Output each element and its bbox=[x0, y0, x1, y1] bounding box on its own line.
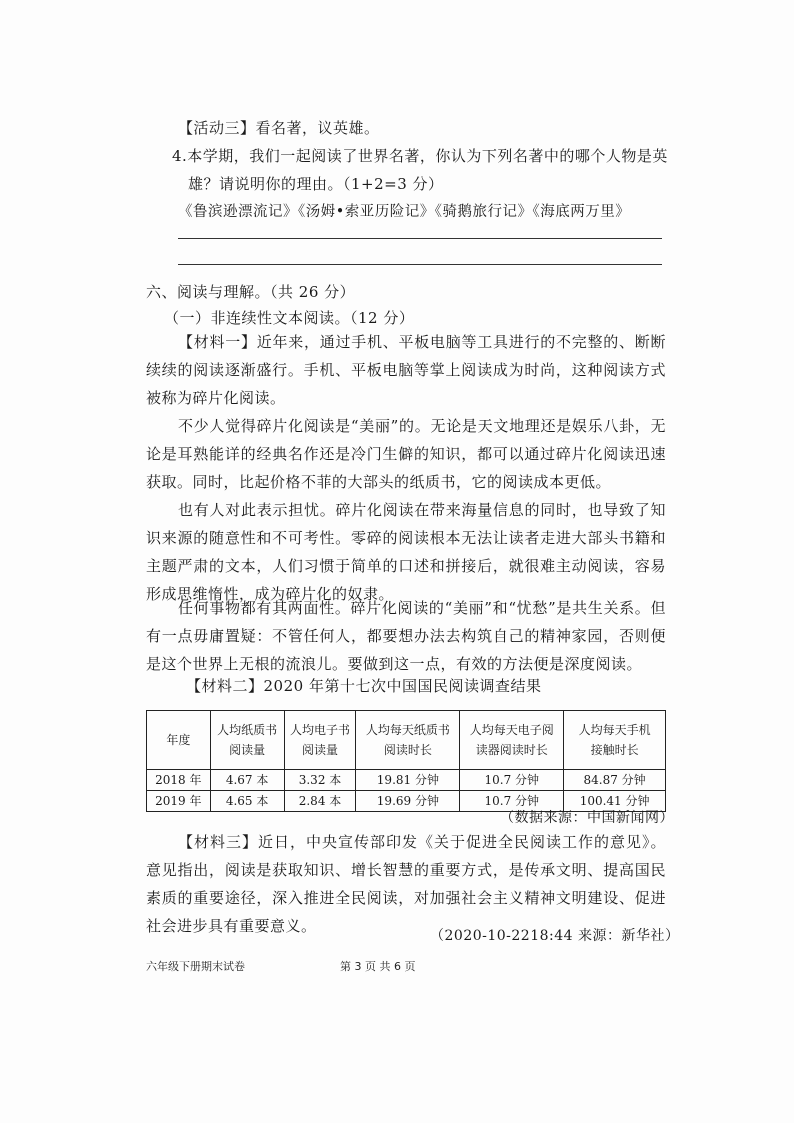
material1-paragraph-3: 也有人对此表示担忧。碎片化阅读在带来海量信息的同时，也导致了知识来源的随意性和不可考性。零碎的阅读根本无法让读者走进大部头书籍和主题严肃的文本，人们习惯于简单的口述和拼接后，就很难主动阅读，容易形成思维惰性，成为碎片化的奴隶。 bbox=[146, 501, 666, 603]
header-phone-time: 人均每天手机接触时长 bbox=[564, 711, 666, 770]
table-cell: 100.41 分钟 bbox=[564, 791, 666, 812]
book-list: 《鲁滨逊漂流记》《汤姆•索亚历险记》《骑鹅旅行记》《海底两万里》 bbox=[178, 204, 631, 220]
answer-line-1[interactable] bbox=[178, 238, 662, 239]
material1-paragraph-1: 【材料一】近年来，通过手机、平板电脑等工具进行的不完整的、断断续续的阅读逐渐盛行。手机、平板电脑等掌上阅读成为时尚，这种阅读方式被称为碎片化阅读。 bbox=[146, 333, 666, 407]
section6-title: 六、阅读与理解。（共 26 分） bbox=[146, 283, 356, 301]
material2-title: 【材料二】2020 年第十七次中国国民阅读调查结果 bbox=[186, 677, 542, 695]
material3-source: （2020-10-2218:44 来源：新华社） bbox=[430, 928, 680, 944]
table-cell: 2.84 本 bbox=[284, 791, 356, 812]
footer-page-number: 第 3 页 共 6 页 bbox=[340, 960, 416, 973]
table-cell: 10.7 分钟 bbox=[460, 770, 564, 791]
table-cell: 4.65 本 bbox=[210, 791, 284, 812]
table-cell: 10.7 分钟 bbox=[460, 791, 564, 812]
material1-paragraph-4: 任何事物都有其两面性。碎片化阅读的“美丽”和“忧愁”是共生关系。但有一点毋庸置疑：不管任何人，都要想办法去构筑自己的精神家园，否则便是这个世界上无根的流浪儿。要做到这一点，有效的方法便是深度阅读。 bbox=[146, 599, 666, 673]
table-cell: 2018 年 bbox=[147, 770, 211, 791]
material3-paragraph: 【材料三】近日，中央宣传部印发《关于促进全民阅读工作的意见》。意见指出，阅读是获取知识、增长智慧的重要方式，是传承文明、提高国民素质的重要途径，深入推进全民阅读，对加强社会主义精神文明建设、促进社会进步具有重要意义。 bbox=[146, 833, 666, 935]
material1-paragraph-2: 不少人觉得碎片化阅读是“美丽”的。无论是天文地理还是娱乐八卦，无论是耳熟能详的经典名作还是冷门生僻的知识，都可以通过碎片化阅读迅速获取。同时，比起价格不菲的大部头的纸质书，它的阅读成本更低。 bbox=[146, 417, 666, 491]
table-header-row bbox=[147, 711, 666, 770]
header-year: 年度 bbox=[147, 711, 211, 770]
table-cell: 4.67 本 bbox=[210, 770, 284, 791]
header-paper-books: 人均纸质书阅读量 bbox=[210, 711, 284, 770]
material2-source: （数据来源：中国新闻网） bbox=[500, 810, 674, 826]
header-ebooks: 人均电子书阅读量 bbox=[284, 711, 356, 770]
table-cell: 84.87 分钟 bbox=[564, 770, 666, 791]
table-cell: 2019 年 bbox=[147, 791, 211, 812]
survey-table bbox=[146, 710, 666, 812]
header-ereader-time: 人均每天电子阅读器阅读时长 bbox=[460, 711, 564, 770]
table-cell: 3.32 本 bbox=[284, 770, 356, 791]
question-4-line1: 4.本学期，我们一起阅读了世界名著，你认为下列名著中的哪个人物是英 bbox=[172, 147, 668, 165]
answer-line-2[interactable] bbox=[178, 264, 662, 265]
table-row bbox=[147, 770, 666, 791]
section6-subtitle: （一）非连续性文本阅读。（12 分） bbox=[164, 309, 415, 327]
header-paper-time: 人均每天纸质书阅读时长 bbox=[356, 711, 460, 770]
activity3-title: 【活动三】看名著，议英雄。 bbox=[178, 119, 380, 137]
table-cell: 19.69 分钟 bbox=[356, 791, 460, 812]
table-cell: 19.81 分钟 bbox=[356, 770, 460, 791]
question-4-line2: 雄？请说明你的理由。（1+2=3 分） bbox=[188, 175, 444, 193]
footer-exam-name: 六年级下册期末试卷 bbox=[146, 960, 245, 973]
